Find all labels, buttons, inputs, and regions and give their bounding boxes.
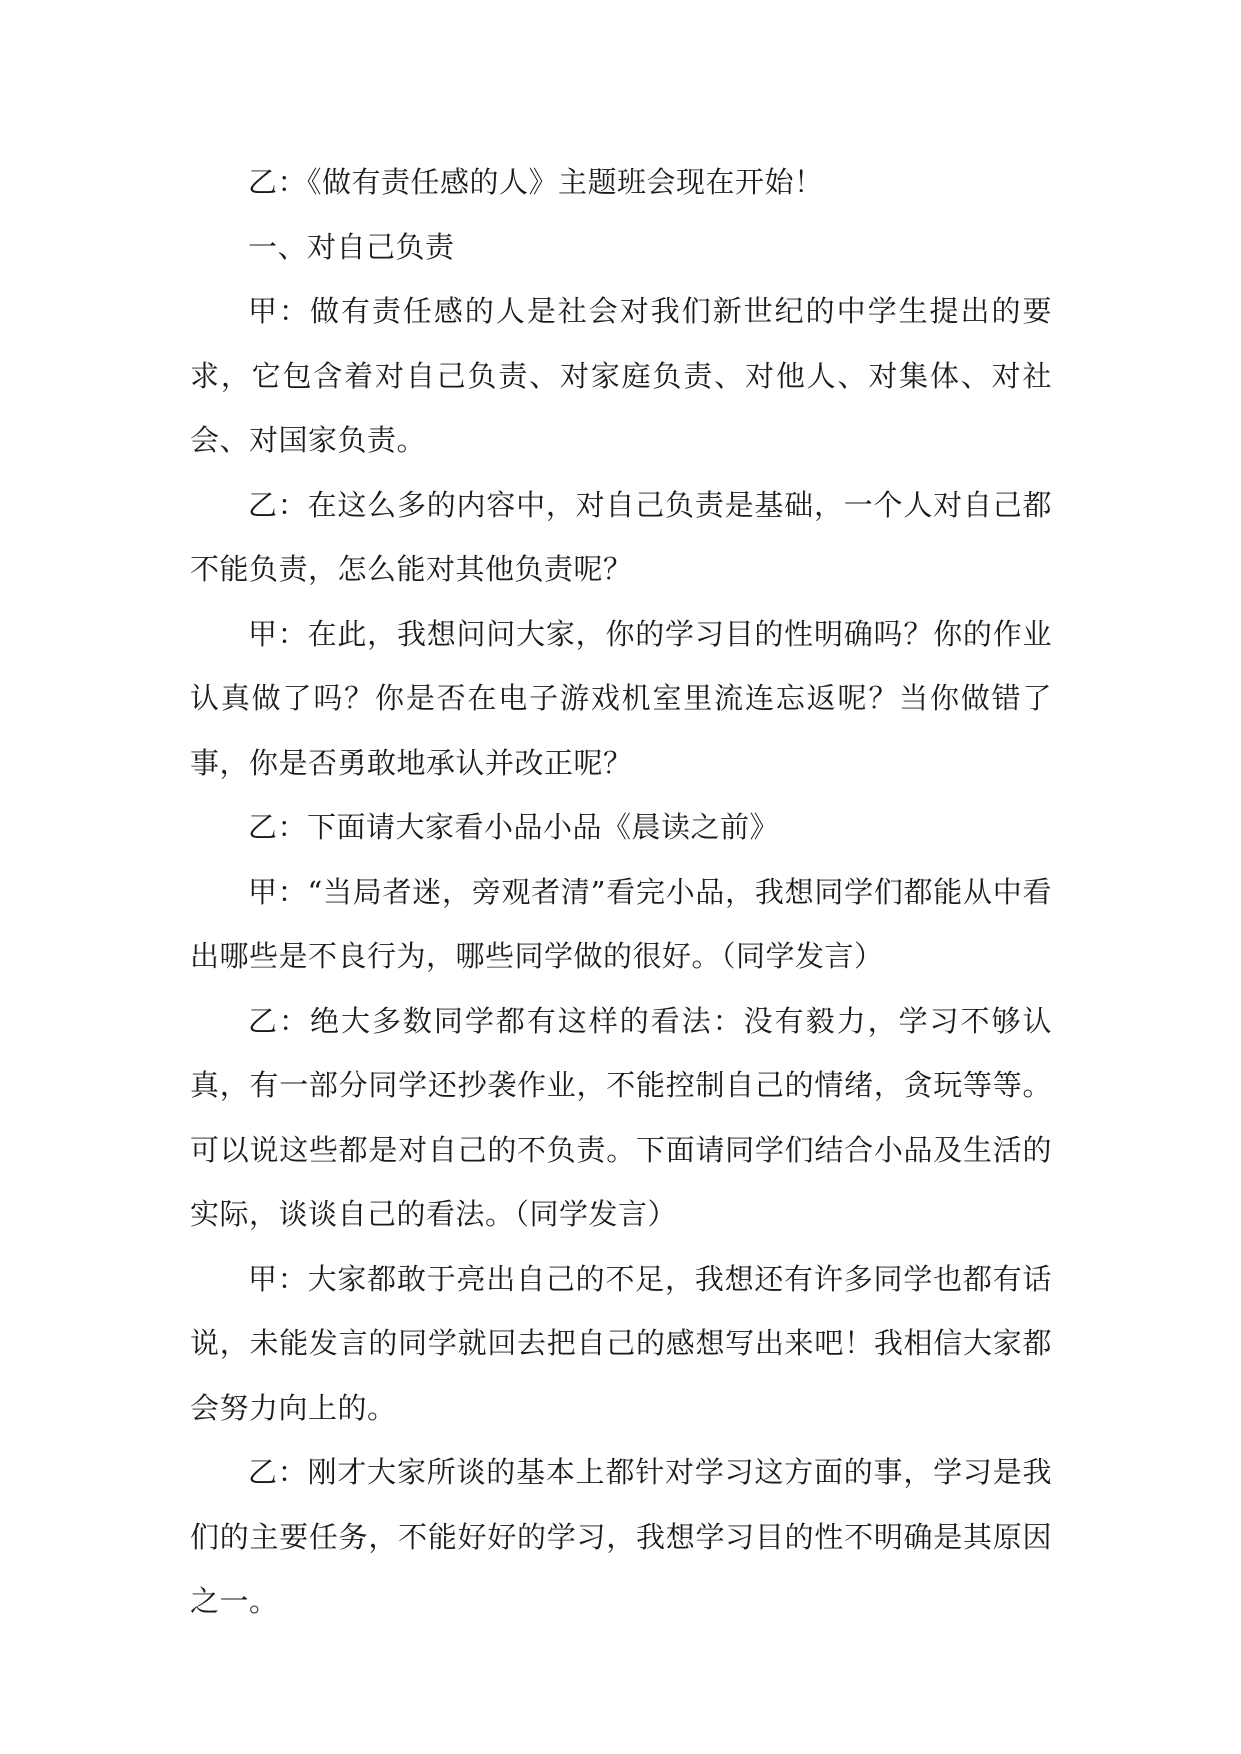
paragraph: 乙：绝大多数同学都有这样的看法：没有毅力，学习不够认真，有一部分同学还抄袭作业，不能控制自己的情绪，贪玩等等。可以说这些都是对自己的不负责。下面请同学们结合小品及生活的实际，谈谈自己的看法。（同学发言） xyxy=(190,1003,1052,1231)
paragraph: 乙：刚才大家所谈的基本上都针对学习这方面的事，学习是我们的主要任务，不能好好的学习，我想学习目的性不明确是其原因之一。 xyxy=(190,1455,1052,1618)
paragraph: 甲：在此，我想问问大家，你的学习目的性明确吗？你的作业认真做了吗？你是否在电子游戏机室里流连忘返呢？当你做错了事，你是否勇敢地承认并改正呢？ xyxy=(190,616,1052,780)
document-body xyxy=(190,150,1052,1634)
paragraph: 甲：大家都敢于亮出自己的不足，我想还有许多同学也都有话说，未能发言的同学就回去把自己的感想写出来吧！我相信大家都会努力向上的。 xyxy=(190,1261,1052,1425)
paragraph: 乙：下面请大家看小品小品《晨读之前》 xyxy=(248,810,780,844)
paragraph: 甲：“当局者迷，旁观者清”看完小品，我想同学们都能从中看出哪些是不良行为，哪些同学做的很好。（同学发言） xyxy=(190,874,1052,973)
section-heading-self-responsibility: 一、对自己负责 xyxy=(248,229,455,264)
paragraph: 甲：做有责任感的人是社会对我们新世纪的中学生提出的要求，它包含着对自己负责、对家庭负责、对他人、对集体、对社会、对国家负责。 xyxy=(190,294,1052,457)
paragraph: 乙：在这么多的内容中，对自己负责是基础，一个人对自己都不能负责，怎么能对其他负责呢？ xyxy=(190,487,1052,586)
paragraph-opening: 乙：《做有责任感的人》主题班会现在开始！ xyxy=(248,165,824,199)
